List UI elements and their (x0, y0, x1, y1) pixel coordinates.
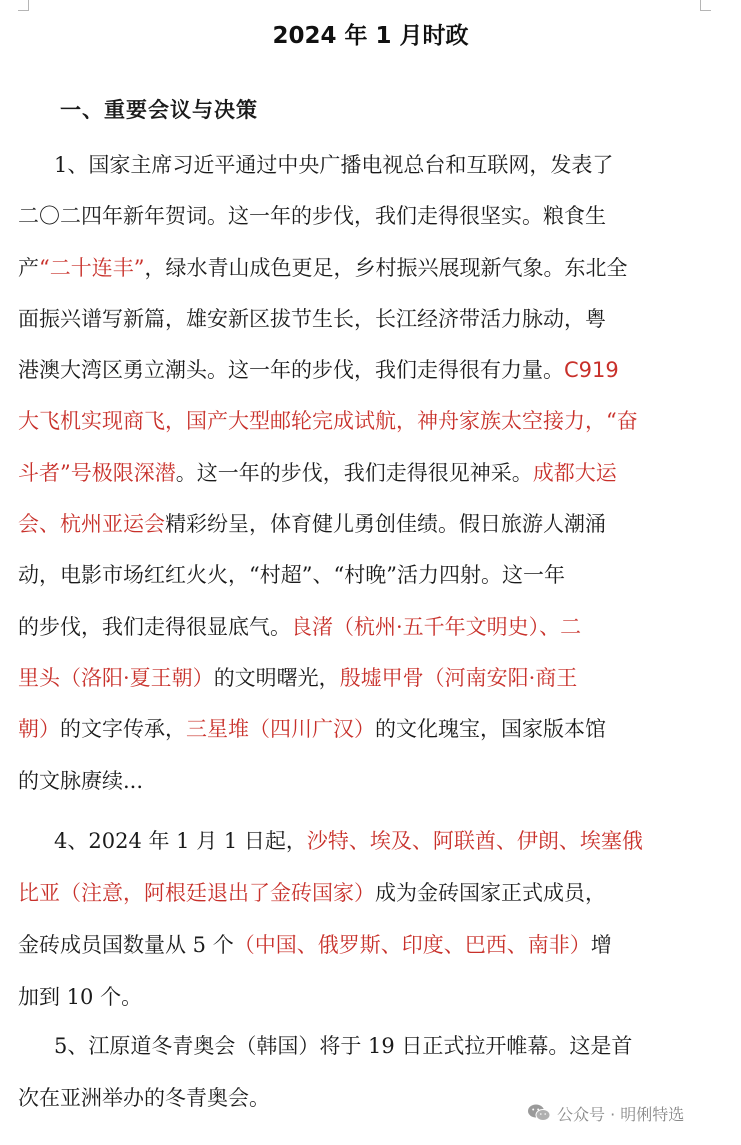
text-run: 二〇二四年新年贺词。这一年的步伐，我们走得很坚实。粮食生 (18, 204, 606, 229)
text-run: 港澳大湾区勇立潮头。这一年的步伐，我们走得很有力量。 (18, 358, 564, 383)
text-line (18, 243, 723, 294)
section-heading: 一、重要会议与决策 (60, 97, 258, 122)
text-run: 产 (18, 255, 39, 280)
text-run: ，绿水青山成色更足，乡村振兴展现新气象。东北全 (144, 255, 628, 280)
text-run: 加到 10 个。 (18, 985, 143, 1009)
text-run: 面振兴谱写新篇，雄安新区拔节生长，长江经济带活力脉动，粤 (18, 306, 606, 331)
highlight-text: 良渚（杭州·五千年文明史）、二 (291, 614, 582, 639)
text-line (18, 550, 723, 601)
wechat-icon (527, 1103, 551, 1123)
text-line (18, 756, 723, 807)
page-corner-mark-left (18, 0, 29, 11)
text-run: 的文字传承， (60, 717, 186, 742)
text-line (18, 867, 723, 919)
highlight-text: 殷墟甲骨（河南安阳·商王 (339, 665, 578, 690)
document-title: 2024 年 1 月时政 (272, 23, 469, 49)
text-run: 金砖成员国数量从 5 个 (18, 933, 234, 957)
text-run: 1、国家主席习近平通过中央广播电视总台和互联网，发表了 (54, 153, 614, 177)
highlight-text: 斗者”号极限深潜 (18, 460, 176, 485)
highlight-text: 沙特、埃及、阿联酋、伊朗、埃塞俄 (306, 829, 643, 853)
watermark-label: 公众号 · 明俐特选 (557, 1104, 685, 1124)
page-corner-mark-right (700, 0, 711, 11)
text-line (18, 602, 723, 653)
text-run: 次在亚洲举办的冬青奥会。 (18, 1086, 270, 1110)
highlight-text: 比亚（注意，阿根廷退出了金砖国家） (18, 881, 375, 905)
highlight-text: 成都大运 (532, 460, 617, 485)
text-run: 动，电影市场红红火火，“村超”、“村晚”活力四射。这一年 (18, 563, 565, 588)
text-line (18, 653, 723, 704)
wechat-watermark (527, 1098, 684, 1128)
text-line (18, 1020, 723, 1072)
text-line (18, 815, 723, 867)
highlight-text: 大飞机实现商飞，国产大型邮轮完成试航，神舟家族太空接力，“奋 (18, 409, 638, 434)
highlight-text: 三星堆（四川广汉） (186, 717, 375, 742)
text-line (18, 448, 723, 499)
text-line (18, 191, 723, 242)
paragraph-1 (18, 140, 723, 807)
text-run: 。这一年的步伐，我们走得很见神采。 (175, 460, 533, 485)
text-line (18, 971, 723, 1023)
text-line-highlight (18, 396, 723, 447)
text-run: 的文脉赓续... (18, 768, 144, 793)
text-run: 4、2024 年 1 月 1 日起， (54, 829, 307, 853)
text-run: 的步伐，我们走得很显底气。 (18, 614, 291, 639)
text-run: 增 (590, 933, 612, 957)
text-line (18, 499, 723, 550)
text-run: 精彩纷呈，体育健儿勇创佳绩。假日旅游人潮涌 (165, 512, 606, 537)
text-line (18, 704, 723, 755)
text-line (18, 919, 723, 971)
text-run: 5、江原道冬青奥会（韩国）将于 19 日正式拉开帷幕。这是首 (54, 1034, 633, 1058)
text-run: 的文化瑰宝，国家版本馆 (375, 717, 606, 742)
text-run: 成为金砖国家正式成员， (375, 881, 606, 905)
text-run: 的文明曙光， (213, 665, 340, 690)
highlight-text: 朝） (18, 717, 60, 742)
highlight-text: （中国、俄罗斯、印度、巴西、南非） (233, 933, 591, 957)
text-line (18, 140, 723, 191)
text-line (18, 345, 723, 396)
highlight-text: C919 (564, 358, 619, 383)
text-line (18, 294, 723, 345)
highlight-text: 里头（洛阳·夏王朝） (18, 665, 214, 690)
paragraph-4 (18, 815, 723, 1023)
highlight-text: 会、杭州亚运会 (18, 512, 165, 537)
highlight-text: “二十连丰” (39, 255, 145, 280)
